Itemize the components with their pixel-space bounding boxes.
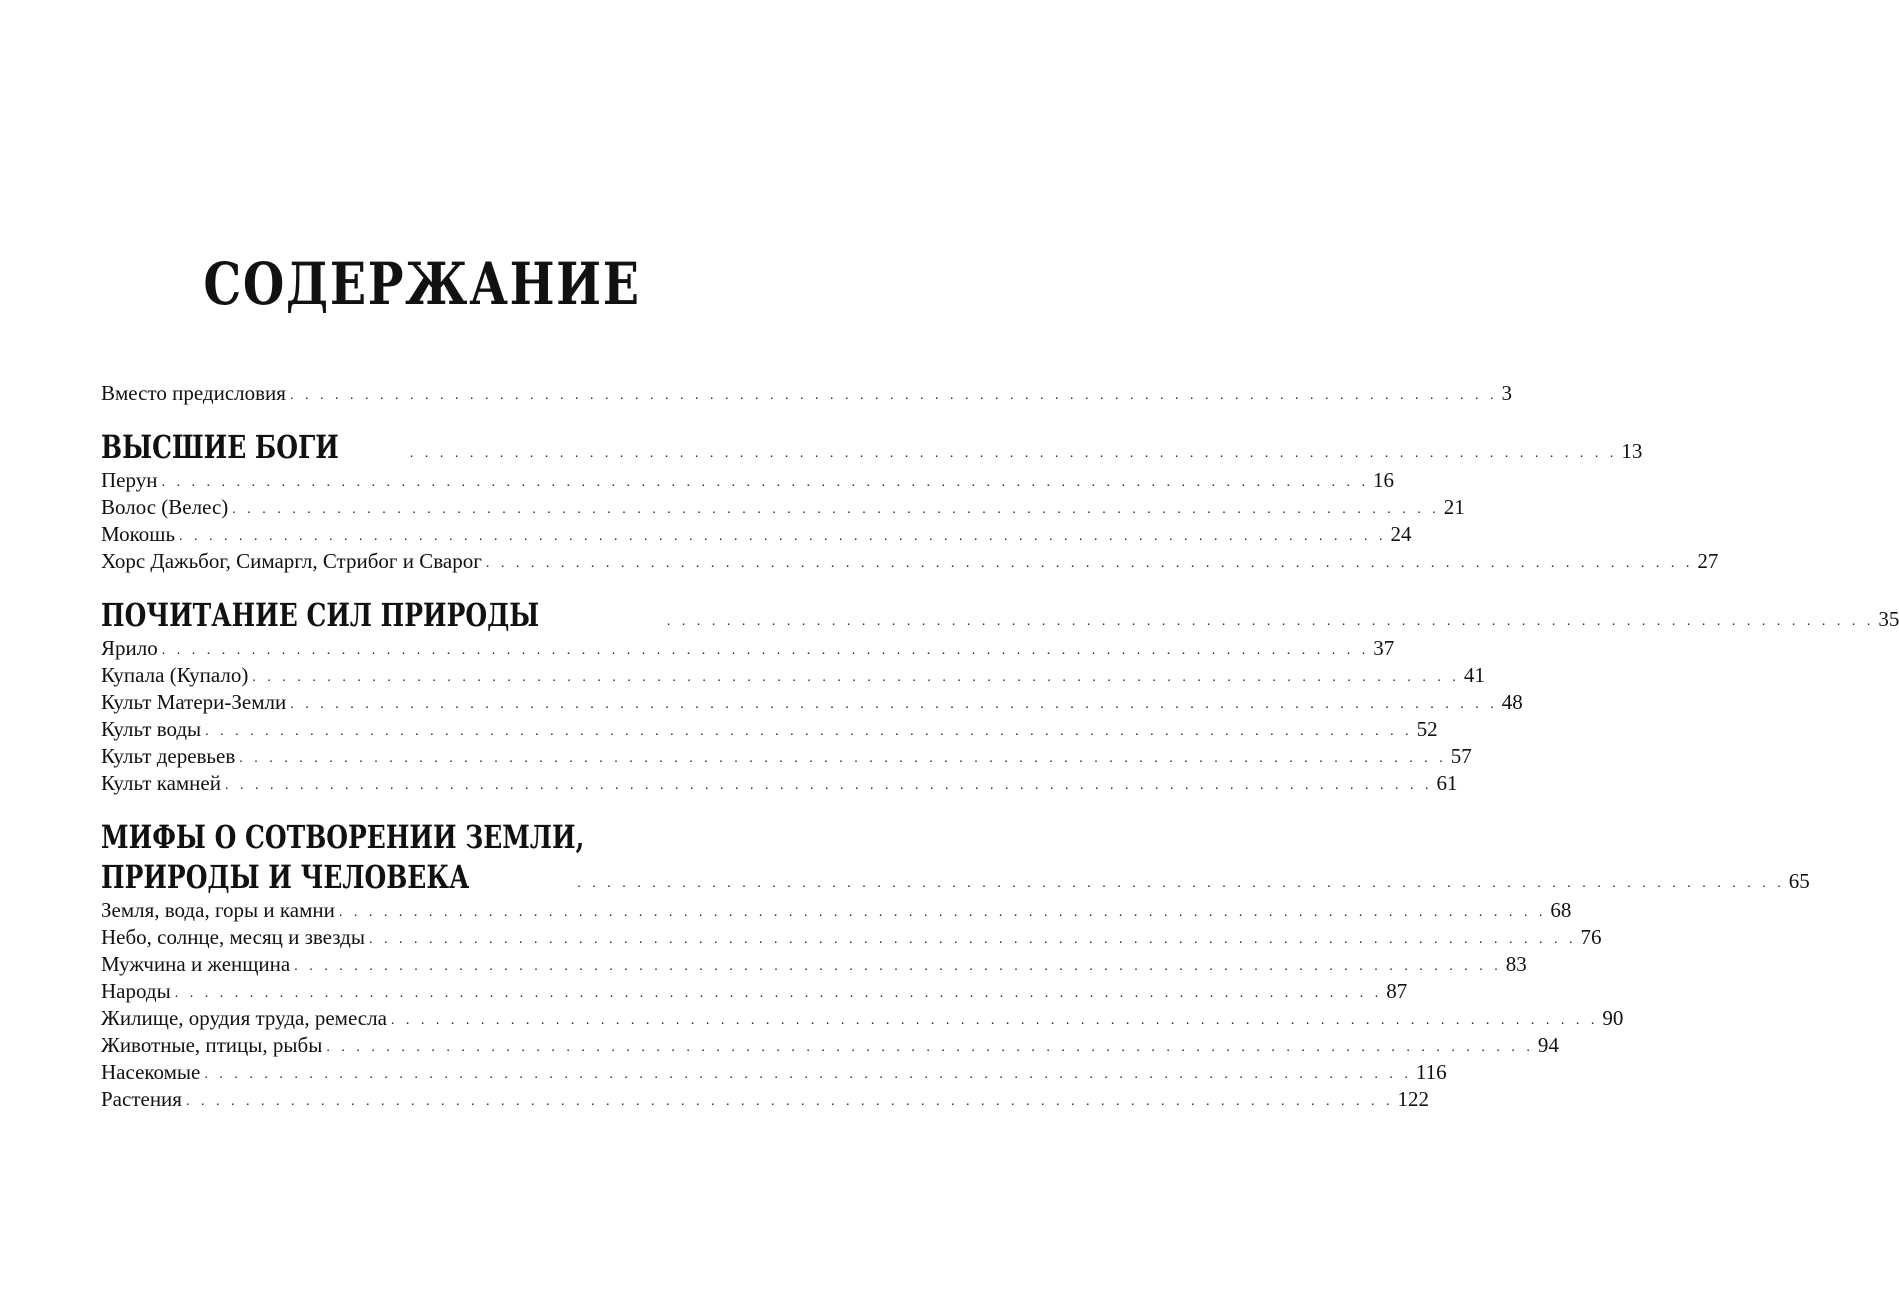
- section-heading-label: ВЫСШИЕ БОГИ: [101, 428, 339, 466]
- toc-entry-page: 90: [1602, 1006, 1624, 1030]
- dot-leader: . . . . . . . . . . . . . . . . . . . . . . . . . . . . . . . . . . . . . . . . . . . . . . . . . . . . . . . . . . . . . . . . . . . . . . . . . . . . . . . . .: [232, 502, 1440, 517]
- toc-entry-label: Вместо предисловия: [101, 381, 286, 405]
- section-heading-page: 35: [1878, 607, 1899, 631]
- dot-leader: . . . . . . . . . . . . . . . . . . . . . . . . . . . . . . . . . . . . . . . . . . . . . . . . . . . . . . . . . . . . . . . . . . . . . . . . . . . . . . . . .: [294, 959, 1502, 974]
- toc-entry-page: 3: [1501, 381, 1512, 405]
- toc-entry-label: Жилище, орудия труда, ремесла: [101, 1006, 387, 1030]
- toc-entry-label: Культ деревьев: [101, 744, 236, 768]
- toc-entry[interactable]: [101, 662, 1485, 689]
- dot-leader: . . . . . . . . . . . . . . . . . . . . . . . . . . . . . . . . . . . . . . . . . . . . . . . . . . . . . . . . . . . . . . . . . . . . . . . . . . . . . . . . .: [161, 475, 1369, 490]
- toc-entry-page: 48: [1501, 690, 1523, 714]
- table-of-contents: [101, 380, 1899, 1113]
- toc-entry[interactable]: [101, 1005, 1624, 1032]
- dot-leader: . . . . . . . . . . . . . . . . . . . . . . . . . . . . . . . . . . . . . . . . . . . . . . . . . . . . . . . . . . . . . . . . . . . . . . . . . . . . . . . . .: [289, 388, 1498, 403]
- dot-leader: . . . . . . . . . . . . . . . . . . . . . . . . . . . . . . . . . . . . . . . . . . . . . . . . . . . . . . . . . . . . . . . . . . . . . . . . . . . . . . . . .: [204, 1067, 1412, 1082]
- toc-entry-label: Хорс Дажьбог, Симаргл, Стрибог и Сварог: [101, 549, 482, 573]
- toc-entry[interactable]: [101, 897, 1572, 924]
- toc-entry-page: 57: [1450, 744, 1472, 768]
- toc-entry[interactable]: [101, 1059, 1447, 1086]
- toc-entry-page: 41: [1463, 663, 1485, 687]
- section-heading-page: 65: [1788, 869, 1810, 893]
- dot-leader: . . . . . . . . . . . . . . . . . . . . . . . . . . . . . . . . . . . . . . . . . . . . . . . . . . . . . . . . . . . . . . . . . . . . . . . . . . . . . . . . .: [205, 724, 1413, 739]
- section-heading-label: ПРИРОДЫ И ЧЕЛОВЕКА: [101, 858, 470, 896]
- dot-leader: . . . . . . . . . . . . . . . . . . . . . . . . . . . . . . . . . . . . . . . . . . . . . . . . . . . . . . . . . . . . . . . . . . . . . . . . . . . . . . . . .: [179, 529, 1387, 544]
- toc-entry[interactable]: [101, 494, 1465, 521]
- toc-entry[interactable]: [101, 743, 1472, 770]
- dot-leader: . . . . . . . . . . . . . . . . . . . . . . . . . . . . . . . . . . . . . . . . . . . . . . . . . . . . . . . . . . . . . . . . . . . . . . . . . . . . . . . . .: [666, 614, 1875, 629]
- dot-leader: . . . . . . . . . . . . . . . . . . . . . . . . . . . . . . . . . . . . . . . . . . . . . . . . . . . . . . . . . . . . . . . . . . . . . . . . . . . . . . . . .: [485, 556, 1694, 571]
- toc-entry-label: Культ Матери-Земли: [101, 690, 287, 714]
- dot-leader: . . . . . . . . . . . . . . . . . . . . . . . . . . . . . . . . . . . . . . . . . . . . . . . . . . . . . . . . . . . . . . . . . . . . . . . . . . . . . . . . .: [577, 876, 1785, 891]
- section-heading-1[interactable]: [101, 427, 1643, 467]
- dot-leader: . . . . . . . . . . . . . . . . . . . . . . . . . . . . . . . . . . . . . . . . . . . . . . . . . . . . . . . . . . . . . . . . . . . . . . . . . . . . . . . . .: [174, 986, 1383, 1001]
- toc-entry-page: 87: [1386, 979, 1408, 1003]
- toc-entry-label: Мокошь: [101, 522, 176, 546]
- toc-entry-page: 21: [1443, 495, 1465, 519]
- toc-entry-label: Небо, солнце, месяц и звезды: [101, 925, 365, 949]
- dot-leader: . . . . . . . . . . . . . . . . . . . . . . . . . . . . . . . . . . . . . . . . . . . . . . . . . . . . . . . . . . . . . . . . . . . . . . . . . . . . . . . . .: [326, 1040, 1534, 1055]
- section-heading-3[interactable]: [101, 857, 1810, 897]
- toc-entry-page: 16: [1372, 468, 1394, 492]
- toc-entry[interactable]: [101, 978, 1408, 1005]
- toc-entry[interactable]: [101, 1086, 1429, 1113]
- dot-leader: . . . . . . . . . . . . . . . . . . . . . . . . . . . . . . . . . . . . . . . . . . . . . . . . . . . . . . . . . . . . . . . . . . . . . . . . . . . . . . . . .: [290, 697, 1498, 712]
- dot-leader: . . . . . . . . . . . . . . . . . . . . . . . . . . . . . . . . . . . . . . . . . . . . . . . . . . . . . . . . . . . . . . . . . . . . . . . . . . . . . . . . .: [368, 932, 1577, 947]
- toc-entry-label: Насекомые: [101, 1060, 201, 1084]
- toc-entry-label: Народы: [101, 979, 171, 1003]
- toc-entry[interactable]: [101, 1032, 1559, 1059]
- toc-entry-page: 76: [1580, 925, 1602, 949]
- toc-entry-label: Растения: [101, 1087, 182, 1111]
- toc-entry-label: Мужчина и женщина: [101, 952, 291, 976]
- toc-entry-page: 27: [1697, 549, 1719, 573]
- toc-entry-page: 24: [1390, 522, 1412, 546]
- section-heading-page: 13: [1621, 439, 1643, 463]
- toc-entry[interactable]: [101, 548, 1719, 575]
- toc-entry-label: Культ камней: [101, 771, 221, 795]
- toc-entry[interactable]: [101, 635, 1395, 662]
- section-heading-label: ПОЧИТАНИЕ СИЛ ПРИРОДЫ: [101, 596, 540, 634]
- dot-leader: . . . . . . . . . . . . . . . . . . . . . . . . . . . . . . . . . . . . . . . . . . . . . . . . . . . . . . . . . . . . . . . . . . . . . . . . . . . . . . . . .: [185, 1094, 1394, 1109]
- toc-entry-label: Земля, вода, горы и камни: [101, 898, 335, 922]
- toc-entry-page: 61: [1436, 771, 1458, 795]
- toc-entry-label: Ярило: [101, 636, 158, 660]
- dot-leader: . . . . . . . . . . . . . . . . . . . . . . . . . . . . . . . . . . . . . . . . . . . . . . . . . . . . . . . . . . . . . . . . . . . . . . . . . . . . . . . . .: [161, 643, 1370, 658]
- section-heading-label: МИФЫ О СОТВОРЕНИИ ЗЕМЛИ,: [101, 818, 585, 856]
- toc-entry-page: 52: [1416, 717, 1438, 741]
- section-heading-3-line1[interactable]: [101, 817, 710, 857]
- toc-entry[interactable]: [101, 951, 1527, 978]
- toc-entry-label: Волос (Велес): [101, 495, 229, 519]
- toc-entry[interactable]: [101, 770, 1458, 797]
- toc-entry[interactable]: [101, 689, 1523, 716]
- toc-entry-page: 37: [1373, 636, 1395, 660]
- toc-entry-intro[interactable]: [101, 380, 1512, 407]
- toc-entry[interactable]: [101, 924, 1602, 951]
- toc-entry-label: Купала (Купало): [101, 663, 249, 687]
- toc-entry[interactable]: [101, 716, 1438, 743]
- toc-entry[interactable]: [101, 467, 1394, 494]
- toc-entry-label: Культ воды: [101, 717, 202, 741]
- dot-leader: . . . . . . . . . . . . . . . . . . . . . . . . . . . . . . . . . . . . . . . . . . . . . . . . . . . . . . . . . . . . . . . . . . . . . . . . . . . . . . . . .: [409, 446, 1618, 461]
- toc-entry-label: Животные, птицы, рыбы: [101, 1033, 323, 1057]
- toc-entry-page: 116: [1415, 1060, 1447, 1084]
- toc-entry-page: 122: [1397, 1087, 1429, 1111]
- dot-leader: . . . . . . . . . . . . . . . . . . . . . . . . . . . . . . . . . . . . . . . . . . . . . . . . . . . . . . . . . . . . . . . . . . . . . . . . . . . . . . . . .: [338, 905, 1547, 920]
- toc-entry-page: 83: [1505, 952, 1527, 976]
- section-heading-2[interactable]: [101, 595, 1899, 635]
- toc-entry-page: 94: [1537, 1033, 1559, 1057]
- dot-leader: . . . . . . . . . . . . . . . . . . . . . . . . . . . . . . . . . . . . . . . . . . . . . . . . . . . . . . . . . . . . . . . . . . . . . . . . . . . . . . . . .: [224, 778, 1433, 793]
- page-title: СОДЕРЖАНИЕ: [203, 250, 641, 318]
- toc-entry-label: Перун: [101, 468, 158, 492]
- dot-leader: . . . . . . . . . . . . . . . . . . . . . . . . . . . . . . . . . . . . . . . . . . . . . . . . . . . . . . . . . . . . . . . . . . . . . . . . . . . . . . . . .: [252, 670, 1460, 685]
- dot-leader: . . . . . . . . . . . . . . . . . . . . . . . . . . . . . . . . . . . . . . . . . . . . . . . . . . . . . . . . . . . . . . . . . . . . . . . . . . . . . . . . .: [239, 751, 1447, 766]
- dot-leader: . . . . . . . . . . . . . . . . . . . . . . . . . . . . . . . . . . . . . . . . . . . . . . . . . . . . . . . . . . . . . . . . . . . . . . . . . . . . . . . . .: [390, 1013, 1599, 1028]
- toc-entry[interactable]: [101, 521, 1412, 548]
- toc-entry-page: 68: [1550, 898, 1572, 922]
